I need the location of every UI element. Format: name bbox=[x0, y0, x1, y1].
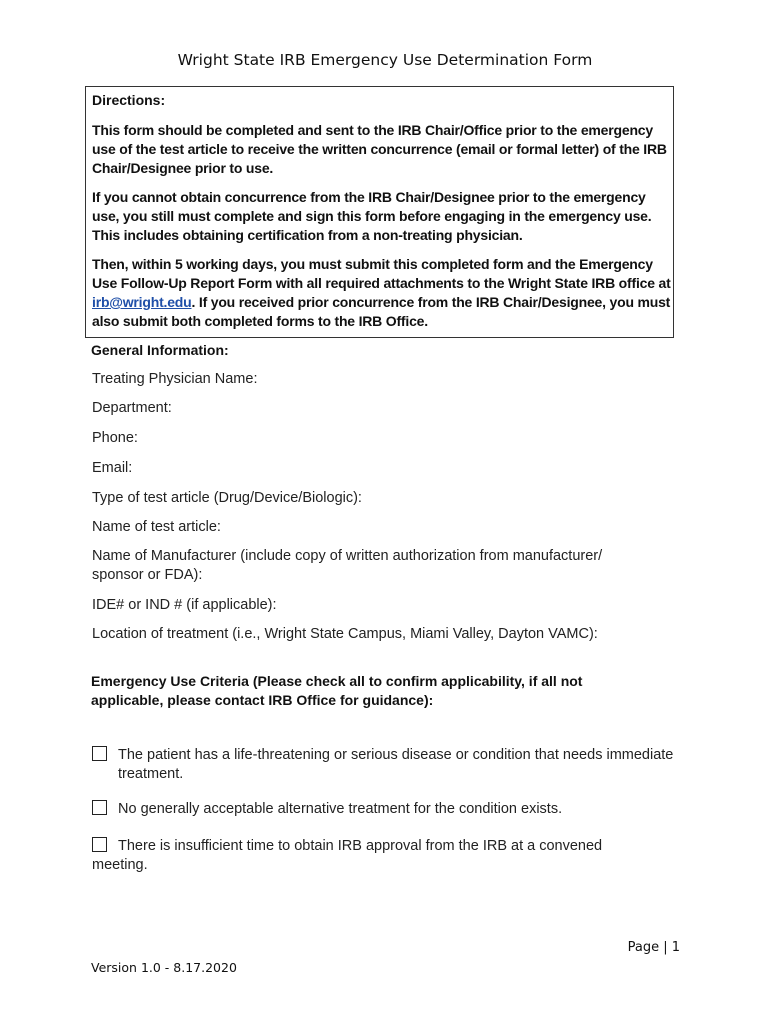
field-phone: Phone: bbox=[92, 430, 138, 446]
directions-heading: Directions: bbox=[92, 92, 166, 108]
directions-p3-text-before: Then, within 5 working days, you must submit this completed form and the Emergency Use Follow-Up Report Form with all required attachments to the Wright State IRB office at bbox=[92, 256, 671, 291]
criteria-item-life-threatening bbox=[92, 746, 678, 784]
directions-p3-text-after: . If you received prior concurrence from the IRB Chair/Designee, you must also submit both completed forms to the IRB Office. bbox=[92, 294, 671, 329]
directions-paragraph-2: If you cannot obtain concurrence from the IRB Chair/Designee prior to the emergency use, you still must complete and sign this form before engaging in the emergency use. This includes obtaining certification from a non-treating physician. bbox=[92, 189, 652, 243]
field-test-article-name: Name of test article: bbox=[92, 519, 221, 535]
general-information-heading: General Information: bbox=[91, 342, 229, 358]
criteria-item-life-threatening-label: The patient has a life-threatening or serious disease or condition that needs immediate treatment. bbox=[118, 747, 674, 782]
checkbox-insufficient-time[interactable] bbox=[92, 837, 107, 852]
version-label: Version 1.0 - 8.17.2020 bbox=[91, 960, 237, 975]
directions-paragraph-1: This form should be completed and sent to the IRB Chair/Office prior to the emergency use of the test article to receive the written concurrence (email or formal letter) of the IRB Chair/Designee prior to use. bbox=[92, 122, 667, 176]
directions-paragraph-3 bbox=[92, 255, 672, 331]
irb-email-link[interactable]: irb@wright.edu bbox=[92, 294, 192, 310]
page-title: Wright State IRB Emergency Use Determination Form bbox=[177, 51, 593, 69]
field-manufacturer-name: Name of Manufacturer (include copy of written authorization from manufacturer/ sponsor or FDA): bbox=[92, 548, 603, 583]
emergency-use-criteria-heading: Emergency Use Criteria (Please check all to confirm applicability, if all not applicable, please contact IRB Office for guidance): bbox=[91, 673, 583, 708]
criteria-item-no-alternative-label: No generally acceptable alternative treatment for the condition exists. bbox=[118, 801, 563, 817]
page-number: Page | 1 bbox=[627, 940, 680, 955]
field-test-article-type: Type of test article (Drug/Device/Biologic): bbox=[92, 490, 362, 506]
field-location-of-treatment: Location of treatment (i.e., Wright State Campus, Miami Valley, Dayton VAMC): bbox=[92, 626, 598, 642]
criteria-item-no-alternative bbox=[92, 800, 652, 819]
directions-box bbox=[85, 86, 674, 338]
checkbox-life-threatening[interactable] bbox=[92, 746, 107, 761]
checkbox-no-alternative[interactable] bbox=[92, 800, 107, 815]
field-ide-ind: IDE# or IND # (if applicable): bbox=[92, 597, 277, 613]
field-email: Email: bbox=[92, 460, 133, 476]
field-treating-physician-name: Treating Physician Name: bbox=[92, 371, 258, 387]
field-department: Department: bbox=[92, 400, 172, 416]
criteria-item-insufficient-time bbox=[92, 837, 652, 875]
criteria-item-insufficient-time-label: There is insufficient time to obtain IRB approval from the IRB at a convened meeting. bbox=[92, 838, 603, 873]
